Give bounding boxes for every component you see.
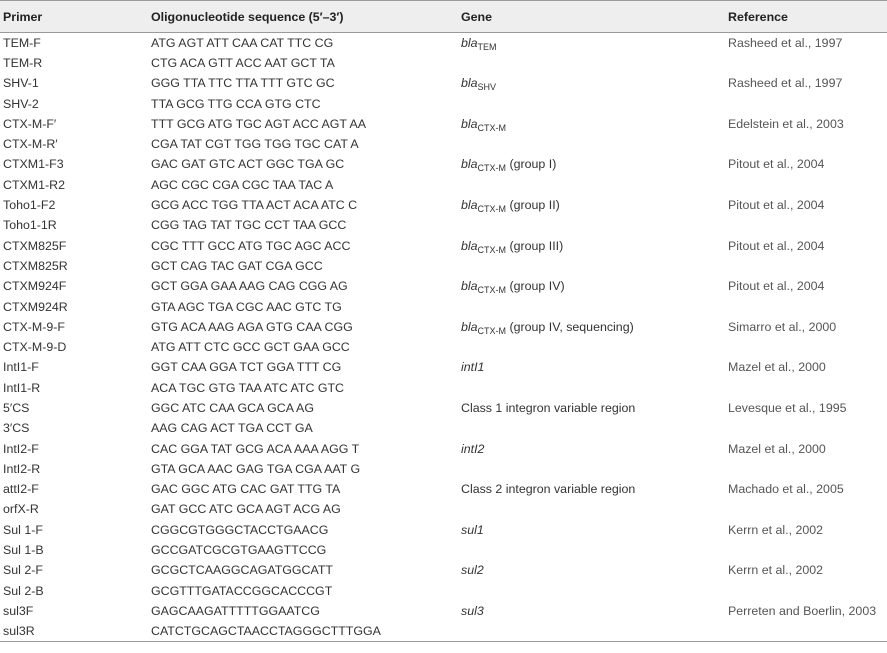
- gene-subscript: CTX-M: [477, 204, 507, 215]
- gene-cell: [461, 53, 728, 73]
- table-row: [0, 621, 887, 641]
- table-row: [0, 499, 887, 519]
- gene-cell: [461, 418, 728, 438]
- primer-name: TEM-R: [3, 55, 43, 70]
- oligo-sequence: CATCTGCAGCTAACCTAGGGCTTTGGA: [151, 621, 461, 641]
- oligo-sequence: TTA GCG TTG CCA GTG CTC: [151, 96, 321, 111]
- oligo-sequence: GTG ACA AAG AGA GTG CAA CGG: [151, 319, 353, 334]
- reference: [728, 378, 887, 398]
- reference: [728, 175, 887, 195]
- table-row: [0, 337, 887, 357]
- primer-name: IntI2-F: [3, 441, 39, 456]
- header-row: [0, 1, 887, 33]
- oligo-sequence: GGT CAA GGA TCT GGA TTT CG: [151, 360, 342, 375]
- gene-name: bla: [461, 76, 478, 91]
- reference: Mazel et al., 2000: [728, 360, 826, 375]
- oligo-sequence: GCGCTCAAGGCAGATGGCATT: [151, 563, 333, 578]
- table-row: [0, 438, 887, 458]
- gene-name: intI2: [461, 441, 485, 456]
- gene-name: bla: [461, 198, 478, 213]
- table-row: [0, 317, 887, 337]
- primer-name: Toho1-F2: [3, 198, 56, 213]
- primer-name: CTX-M-F′: [3, 116, 57, 131]
- gene-cell: [461, 337, 728, 357]
- primer-name: IntI1-F: [3, 360, 39, 375]
- reference: Edelstein et al., 2003: [728, 116, 844, 131]
- primer-name: SHV-1: [3, 76, 39, 91]
- reference: [728, 621, 887, 641]
- gene-cell: [461, 479, 728, 499]
- table-row: [0, 53, 887, 73]
- reference: [728, 540, 887, 560]
- primer-name: Sul 2-F: [3, 563, 43, 578]
- table-row: [0, 418, 887, 438]
- primer-name: CTXM924F: [3, 279, 67, 294]
- gene-cell: [461, 357, 728, 377]
- reference: [728, 256, 887, 276]
- primer-name: CTX-M-9-F: [3, 319, 65, 334]
- oligo-sequence: CGC TTT GCC ATG TGC AGC ACC: [151, 238, 351, 253]
- primer-name: CTXM1-R2: [3, 177, 65, 192]
- reference: [728, 459, 887, 479]
- primer-name: Toho1-1R: [3, 218, 57, 233]
- table-row: [0, 134, 887, 154]
- reference: Simarro et al., 2000: [728, 319, 837, 334]
- gene-description: (group IV, sequencing): [506, 319, 634, 334]
- oligo-sequence: CGG TAG TAT TGC CCT TAA GCC: [151, 218, 347, 233]
- oligo-sequence: GAC GGC ATG CAC GAT TTG TA: [151, 482, 341, 497]
- gene-subscript: CTX-M: [477, 163, 507, 174]
- table-row: [0, 114, 887, 134]
- table-row: [0, 581, 887, 601]
- gene-cell: [461, 398, 728, 418]
- table-row: [0, 33, 887, 53]
- gene-cell: [461, 560, 728, 580]
- oligo-sequence: CAC GGA TAT GCG ACA AAA AGG T: [151, 441, 360, 456]
- gene-name: bla: [461, 238, 478, 253]
- oligo-sequence: AGC CGC CGA CGC TAA TAC A: [151, 177, 334, 192]
- reference: Kerrn et al., 2002: [728, 563, 824, 578]
- gene-description: Class 1 integron variable region: [461, 400, 636, 415]
- table-row: [0, 459, 887, 479]
- primer-name: IntI1-R: [3, 380, 41, 395]
- oligo-sequence: TTT GCG ATG TGC AGT ACC AGT AA: [151, 116, 367, 131]
- reference: Rasheed et al., 1997: [728, 76, 843, 91]
- table-row: [0, 520, 887, 540]
- primer-name: 5′CS: [3, 400, 30, 415]
- table-row: [0, 154, 887, 174]
- gene-name: sul3: [461, 603, 484, 618]
- gene-cell: [461, 621, 728, 641]
- reference: Rasheed et al., 1997: [728, 35, 843, 50]
- gene-description: Class 2 integron variable region: [461, 482, 636, 497]
- primer-name: sul3R: [0, 621, 151, 641]
- gene-cell: [461, 276, 728, 296]
- gene-subscript: CTX-M: [477, 325, 507, 336]
- gene-description: (group IV): [506, 279, 565, 294]
- gene-name: bla: [461, 157, 478, 172]
- table-row: [0, 73, 887, 93]
- table-row: [0, 276, 887, 296]
- primer-name: CTXM825R: [3, 258, 68, 273]
- primer-name: Sul 1-F: [3, 522, 43, 537]
- oligo-sequence: CTG ACA GTT ACC AAT GCT TA: [151, 55, 335, 70]
- table-row: [0, 378, 887, 398]
- header-sequence: Oligonucleotide sequence (5′–3′): [151, 1, 461, 33]
- oligo-sequence: CGGCGTGGGCTACCTGAACG: [151, 522, 329, 537]
- table-row: [0, 398, 887, 418]
- gene-cell: [461, 114, 728, 134]
- table-row: [0, 601, 887, 621]
- gene-description: (group III): [506, 238, 564, 253]
- gene-name: intI1: [461, 360, 485, 375]
- gene-name: bla: [461, 35, 478, 50]
- gene-cell: [461, 134, 728, 154]
- table-row: [0, 215, 887, 235]
- header-reference: Reference: [728, 1, 887, 33]
- gene-description: (group I): [506, 157, 557, 172]
- gene-name: sul2: [461, 563, 484, 578]
- gene-cell: [461, 93, 728, 113]
- reference: Pitout et al., 2004: [728, 157, 825, 172]
- reference: [728, 53, 887, 73]
- gene-name: bla: [461, 116, 478, 131]
- oligo-sequence: CGA TAT CGT TGG TGG TGC CAT A: [151, 137, 359, 152]
- gene-subscript: CTX-M: [477, 244, 507, 255]
- table-row: [0, 195, 887, 215]
- header-gene: Gene: [461, 1, 728, 33]
- gene-name: bla: [461, 279, 478, 294]
- primer-name: Sul 1-B: [3, 543, 44, 558]
- gene-cell: [461, 235, 728, 255]
- gene-cell: [461, 520, 728, 540]
- oligo-sequence: GGG TTA TTC TTA TTT GTC GC: [151, 76, 335, 91]
- reference: Pitout et al., 2004: [728, 279, 825, 294]
- reference: Kerrn et al., 2002: [728, 522, 824, 537]
- oligo-sequence: GAT GCC ATC GCA AGT ACG AG: [151, 502, 341, 517]
- reference: Pitout et al., 2004: [728, 238, 825, 253]
- reference: [728, 581, 887, 601]
- table-row: [0, 296, 887, 316]
- table-header: [0, 1, 887, 33]
- gene-name: sul1: [461, 522, 484, 537]
- gene-cell: [461, 195, 728, 215]
- primer-name: CTXM924R: [3, 299, 68, 314]
- primer-name: attI2-F: [3, 482, 39, 497]
- oligo-sequence: GTA GCA AAC GAG TGA CGA AAT G: [151, 461, 361, 476]
- primer-name: IntI2-R: [3, 461, 41, 476]
- gene-cell: [461, 33, 728, 53]
- gene-cell: [461, 601, 728, 621]
- primer-name: CTXM825F: [3, 238, 67, 253]
- oligo-sequence: GAC GAT GTC ACT GGC TGA GC: [151, 157, 345, 172]
- primer-name: SHV-2: [3, 96, 39, 111]
- gene-description: (group II): [506, 198, 560, 213]
- table-row: [0, 175, 887, 195]
- oligo-sequence: GCCGATCGCGTGAAGTTCCG: [151, 543, 327, 558]
- gene-cell: [461, 378, 728, 398]
- oligo-sequence: ACA TGC GTG TAA ATC ATC GTC: [151, 380, 345, 395]
- reference: [728, 93, 887, 113]
- oligo-sequence: GAGCAAGATTTTTGGAATCG: [151, 603, 320, 618]
- gene-cell: [461, 175, 728, 195]
- reference: [728, 337, 887, 357]
- table-row: [0, 93, 887, 113]
- oligo-sequence: GTA AGC TGA CGC AAC GTC TG: [151, 299, 342, 314]
- oligo-sequence: GCT GGA GAA AAG CAG CGG AG: [151, 279, 348, 294]
- reference: [728, 215, 887, 235]
- gene-cell: [461, 73, 728, 93]
- oligo-sequence: GCT CAG TAC GAT CGA GCC: [151, 258, 323, 273]
- gene-cell: [461, 296, 728, 316]
- primer-name: orfX-R: [3, 502, 39, 517]
- header-primer: Primer: [0, 1, 151, 33]
- reference: Machado et al., 2005: [728, 482, 844, 497]
- reference: [728, 134, 887, 154]
- table-row: [0, 357, 887, 377]
- gene-cell: [461, 438, 728, 458]
- oligo-sequence: GCG ACC TGG TTA ACT ACA ATC C: [151, 198, 358, 213]
- gene-cell: [461, 581, 728, 601]
- reference: [728, 296, 887, 316]
- gene-subscript: TEM: [477, 41, 497, 52]
- oligo-sequence: AAG CAG ACT TGA CCT GA: [151, 421, 313, 436]
- gene-cell: [461, 256, 728, 276]
- primer-name: CTX-M-R′: [3, 137, 58, 152]
- gene-cell: [461, 215, 728, 235]
- gene-cell: [461, 459, 728, 479]
- reference: Perreten and Boerlin, 2003: [728, 603, 877, 618]
- oligo-sequence: ATG AGT ATT CAA CAT TTC CG: [151, 35, 334, 50]
- gene-cell: [461, 154, 728, 174]
- gene-subscript: SHV: [477, 82, 497, 93]
- gene-subscript: CTX-M: [477, 285, 507, 296]
- gene-subscript: CTX-M: [477, 122, 507, 133]
- reference: Pitout et al., 2004: [728, 198, 825, 213]
- oligo-sequence: GGC ATC CAA GCA GCA AG: [151, 400, 314, 415]
- table-row: [0, 479, 887, 499]
- table-row: [0, 560, 887, 580]
- table-row: [0, 540, 887, 560]
- table-row: [0, 256, 887, 276]
- primer-name: TEM-F: [3, 35, 41, 50]
- oligo-sequence: ATG ATT CTC GCC GCT GAA GCC: [151, 340, 350, 355]
- reference: [728, 499, 887, 519]
- reference: Levesque et al., 1995: [728, 400, 847, 415]
- primer-name: CTX-M-9-D: [3, 340, 67, 355]
- table-row: [0, 235, 887, 255]
- gene-cell: [461, 540, 728, 560]
- gene-name: bla: [461, 319, 478, 334]
- gene-cell: [461, 317, 728, 337]
- primer-name: CTXM1-F3: [3, 157, 64, 172]
- gene-cell: [461, 499, 728, 519]
- primer-name: sul3F: [3, 603, 34, 618]
- primer-name: Sul 2-B: [3, 583, 44, 598]
- reference: [728, 418, 887, 438]
- primer-name: 3′CS: [3, 421, 30, 436]
- oligo-sequence: GCGTTTGATACCGGCACCCGT: [151, 583, 333, 598]
- table-body: [0, 33, 887, 642]
- reference: Mazel et al., 2000: [728, 441, 826, 456]
